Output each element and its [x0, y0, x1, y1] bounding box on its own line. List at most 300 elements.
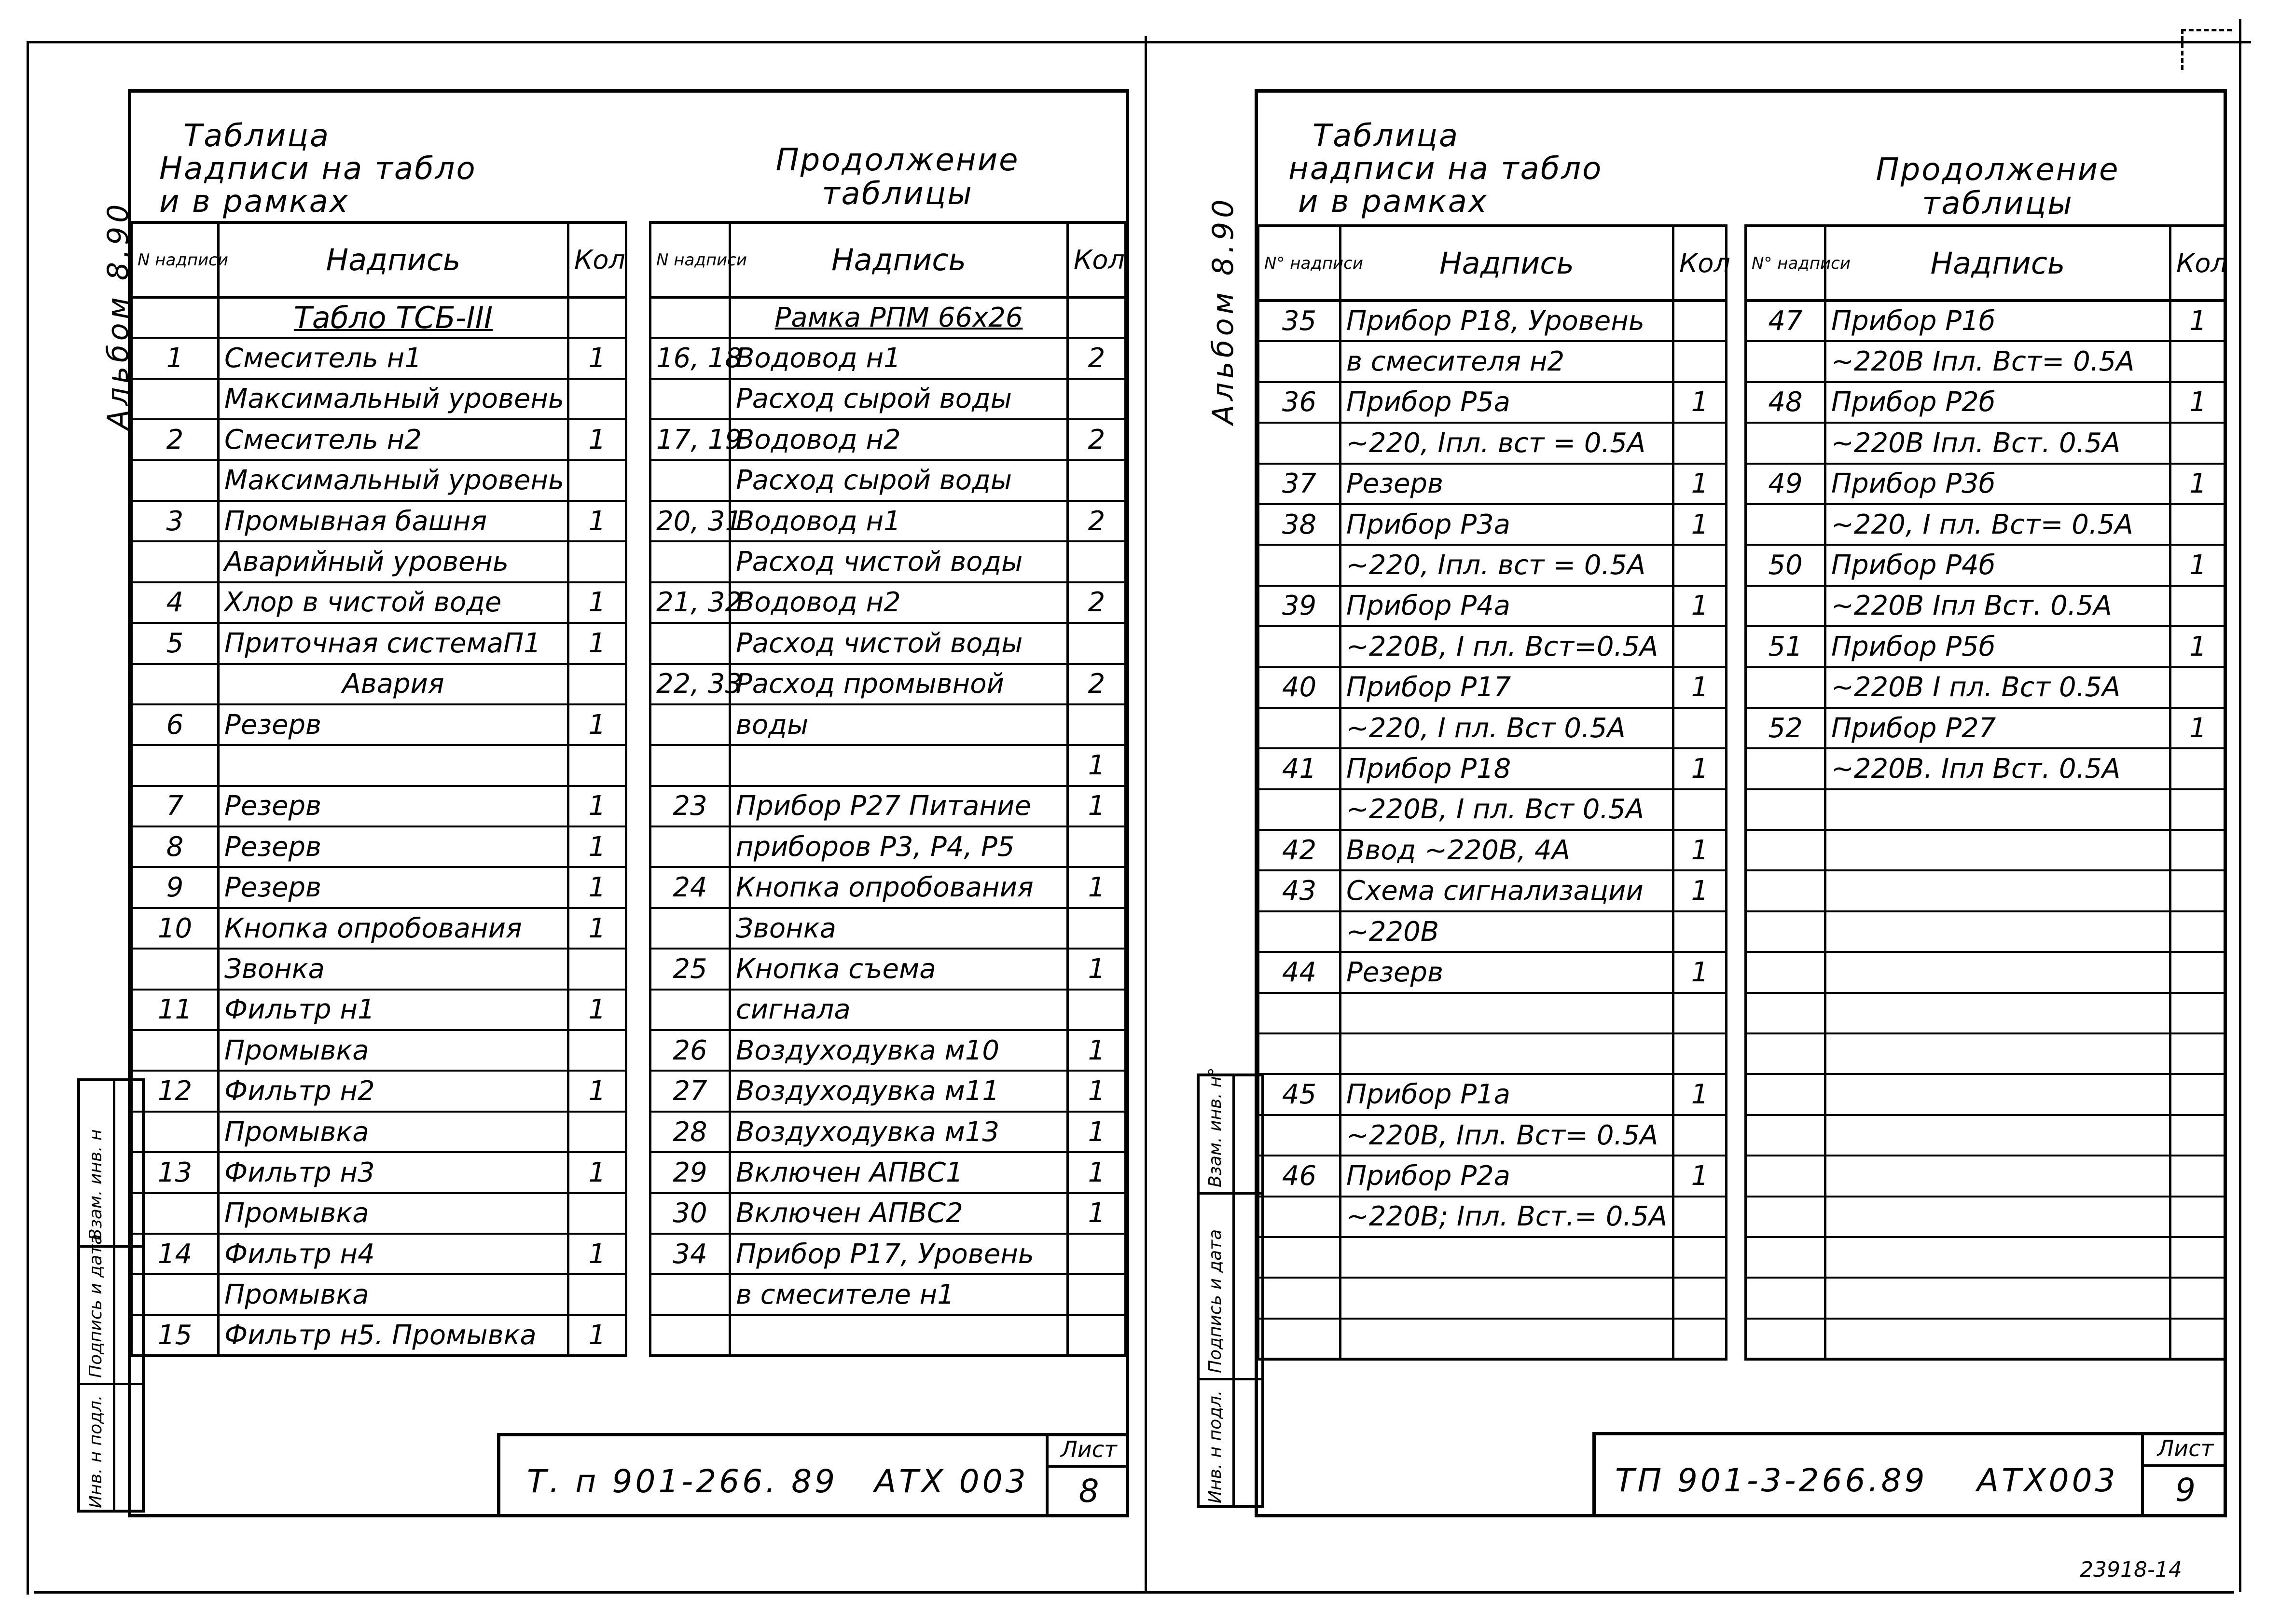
cell-qty: 1: [1068, 786, 1126, 826]
cell-text: ~220В; Iпл. Вст.= 0.5А: [1340, 1197, 1673, 1237]
left-title-block: [497, 1433, 1129, 1517]
right-stamp-code-2: АТХ003: [1977, 1462, 2118, 1499]
cell-num: [650, 704, 730, 745]
left-continuation-line-1: Продолжение: [775, 142, 1020, 178]
cell-qty: [1673, 626, 1727, 667]
cell-text: Расход промывной: [730, 664, 1068, 704]
left-stamp-sheet-box: [1046, 1436, 1132, 1514]
cell-qty: [1068, 297, 1126, 338]
cell-qty: 1: [1673, 952, 1727, 992]
cell-num: 44: [1258, 952, 1340, 992]
cell-text: ~220В: [1340, 911, 1673, 952]
cell-qty: [1068, 460, 1126, 501]
cell-qty: [1068, 541, 1126, 582]
cell-num: [1746, 993, 1825, 1033]
cell-text: Звонка: [219, 949, 568, 989]
cell-num: [1746, 1074, 1825, 1115]
cell-qty: [2170, 1115, 2226, 1156]
page-border-right: [2239, 19, 2241, 1592]
col-header-text: Надпись: [219, 222, 568, 297]
cell-qty: [1673, 1033, 1727, 1074]
cell-text: Водовод н1: [730, 501, 1068, 541]
cell-num: [1746, 911, 1825, 952]
cell-text: Включен АПВС2: [730, 1193, 1068, 1234]
left-stamp-code-2: АТХ 003: [874, 1463, 1029, 1500]
cell-text: ~220В, I пл. Вст=0.5А: [1340, 626, 1673, 667]
cell-qty: [2170, 504, 2226, 545]
left-stamp-sheet-label: Лист: [1049, 1436, 1129, 1468]
right-album-label: Альбом 8.90: [1206, 195, 1240, 425]
cell-text: в смесителя н2: [1340, 341, 1673, 382]
right-continuation-line-2: таблицы: [1922, 186, 2073, 221]
cell-qty: 1: [1068, 1193, 1126, 1234]
right-side-strip: [1197, 1067, 1264, 1508]
right-table-3: [1257, 224, 1730, 1361]
cell-text: ~220В. Iпл Вст. 0.5А: [1825, 748, 2170, 789]
cell-qty: [568, 541, 626, 582]
page-border-left: [27, 41, 29, 1595]
left-side-label-sign: Подпись и дата: [86, 1234, 106, 1378]
cell-qty: 1: [568, 582, 626, 623]
cell-num: 16, 18: [650, 338, 730, 378]
cell-text: Звонка: [730, 908, 1068, 949]
cell-num: [1258, 789, 1340, 830]
cell-text: Резерв: [219, 867, 568, 908]
cell-qty: 1: [568, 1152, 626, 1193]
cell-num: [1258, 1033, 1340, 1074]
cell-qty: [568, 297, 626, 338]
cell-qty: 1: [568, 908, 626, 949]
cell-text: Схема сигнализации: [1340, 870, 1673, 911]
cell-qty: [568, 460, 626, 501]
cell-text: [730, 1315, 1068, 1356]
right-side-label-inv: Инв. н подл.: [1205, 1390, 1225, 1503]
cell-text: Табло ТСБ-III: [219, 297, 568, 338]
cell-text: ~220В Iпл Вст. 0.5А: [1825, 586, 2170, 626]
cell-qty: 1: [1673, 667, 1727, 708]
cell-text: [1825, 830, 2170, 870]
cell-text: Воздуходувка м13: [730, 1112, 1068, 1152]
cell-text: [1825, 870, 2170, 911]
cell-num: 25: [650, 949, 730, 989]
cell-num: [132, 379, 219, 419]
cell-text: Фильтр н4: [219, 1234, 568, 1274]
cell-num: 6: [132, 704, 219, 745]
left-stamp-code: Т. п 901-266. 89: [527, 1463, 838, 1500]
corner-mark: [2181, 29, 2232, 70]
cell-num: [650, 1315, 730, 1356]
cell-num: [132, 745, 219, 785]
left-continuation-line-2: таблицы: [822, 176, 973, 212]
cell-num: [1746, 1115, 1825, 1156]
cell-text: Расход сырой воды: [730, 460, 1068, 501]
cell-text: ~220, I пл. Вст= 0.5А: [1825, 504, 2170, 545]
right-stamp-code: ТП 901-3-266.89: [1615, 1462, 1928, 1499]
cell-num: 40: [1258, 667, 1340, 708]
cell-text: Рамка РПМ 66х26: [730, 297, 1068, 338]
cell-text: Промывка: [219, 1112, 568, 1152]
cell-text: Расход сырой воды: [730, 379, 1068, 419]
cell-qty: [1673, 911, 1727, 952]
left-side-label-vzam: Взам. инв. н: [86, 1129, 106, 1240]
cell-num: 23: [650, 786, 730, 826]
cell-qty: [1673, 341, 1727, 382]
cell-text: ~220В, I пл. Вст 0.5А: [1340, 789, 1673, 830]
right-stamp-sheet-box: [2141, 1435, 2230, 1514]
right-continuation-line-1: Продолжение: [1876, 152, 2120, 188]
cell-qty: [2170, 789, 2226, 830]
cell-num: 1: [132, 338, 219, 378]
cell-text: Промывная башня: [219, 501, 568, 541]
cell-qty: [568, 1112, 626, 1152]
cell-qty: [2170, 911, 2226, 952]
cell-qty: [2170, 1319, 2226, 1359]
cell-qty: 1: [568, 867, 626, 908]
cell-num: [1746, 1197, 1825, 1237]
cell-qty: [1673, 789, 1727, 830]
cell-num: 26: [650, 1030, 730, 1071]
cell-num: [1746, 1033, 1825, 1074]
cell-text: [1340, 1319, 1673, 1359]
cell-qty: 1: [568, 419, 626, 460]
col-header-text: Надпись: [1825, 226, 2170, 301]
cell-num: 9: [132, 867, 219, 908]
cell-qty: [1673, 423, 1727, 463]
cell-text: [219, 745, 568, 785]
cell-text: Водовод н2: [730, 582, 1068, 623]
cell-qty: [1673, 1115, 1727, 1156]
cell-num: [132, 460, 219, 501]
right-side-label-sign: Подпись и дата: [1205, 1229, 1225, 1373]
right-side-strip-divider: [1232, 1076, 1235, 1505]
cell-text: [1825, 789, 2170, 830]
cell-num: [1258, 545, 1340, 585]
cell-num: 4: [132, 582, 219, 623]
left-stamp-sheet-num: 8: [1078, 1473, 1099, 1510]
cell-text: Прибор Р4б: [1825, 545, 2170, 585]
right-stamp-sheet-num: 9: [2175, 1472, 2196, 1509]
cell-text: Прибор Р2а: [1340, 1156, 1673, 1196]
cell-num: 28: [650, 1112, 730, 1152]
cell-text: Хлор в чистой воде: [219, 582, 568, 623]
cell-text: Резерв: [219, 826, 568, 867]
cell-qty: 1: [568, 623, 626, 663]
cell-num: [650, 745, 730, 785]
cell-text: Прибор Р1а: [1340, 1074, 1673, 1115]
cell-qty: 1: [2170, 382, 2226, 423]
cell-qty: 2: [1068, 501, 1126, 541]
col-header-num: N надписи: [132, 222, 219, 297]
cell-qty: [1068, 623, 1126, 663]
cell-qty: 1: [568, 1234, 626, 1274]
cell-qty: 1: [2170, 626, 2226, 667]
cell-text: воды: [730, 704, 1068, 745]
cell-text: Резерв: [1340, 464, 1673, 504]
cell-num: [650, 1274, 730, 1315]
cell-qty: [2170, 830, 2226, 870]
cell-qty: 1: [568, 990, 626, 1030]
cell-num: [650, 379, 730, 419]
cell-num: 17, 19: [650, 419, 730, 460]
cell-qty: [568, 1030, 626, 1071]
cell-qty: [1673, 708, 1727, 748]
cell-num: [1746, 952, 1825, 992]
cell-num: 3: [132, 501, 219, 541]
cell-qty: 1: [568, 786, 626, 826]
cell-text: Прибор Р17: [1340, 667, 1673, 708]
cell-num: [650, 297, 730, 338]
cell-qty: [2170, 1237, 2226, 1278]
cell-num: 50: [1746, 545, 1825, 585]
cell-num: 41: [1258, 748, 1340, 789]
cell-num: [1258, 423, 1340, 463]
cell-qty: 1: [568, 1315, 626, 1356]
cell-num: [650, 623, 730, 663]
cell-qty: [1673, 993, 1727, 1033]
left-album-label: Альбом 8.90: [101, 200, 135, 429]
cell-text: Прибор Р18: [1340, 748, 1673, 789]
cell-num: [1746, 830, 1825, 870]
cell-text: [1825, 1074, 2170, 1115]
cell-qty: [2170, 952, 2226, 992]
cell-text: Прибор Р3а: [1340, 504, 1673, 545]
cell-text: [1340, 993, 1673, 1033]
col-header-qty: Кол: [1068, 222, 1126, 297]
cell-num: 15: [132, 1315, 219, 1356]
cell-qty: [1068, 1274, 1126, 1315]
cell-qty: [568, 949, 626, 989]
cell-qty: [1068, 1315, 1126, 1356]
cell-num: [132, 541, 219, 582]
left-side-strip-divider: [113, 1081, 115, 1510]
cell-qty: [2170, 1197, 2226, 1237]
cell-num: [1258, 1319, 1340, 1359]
col-header-qty: Кол: [2170, 226, 2226, 301]
cell-qty: [1068, 704, 1126, 745]
cell-num: [1258, 1115, 1340, 1156]
cell-qty: 2: [1068, 582, 1126, 623]
cell-text: [1825, 1237, 2170, 1278]
col-header-text: Надпись: [730, 222, 1068, 297]
cell-text: [1340, 1278, 1673, 1318]
cell-qty: [1673, 1278, 1727, 1318]
cell-text: Прибор Р18, Уровень: [1340, 301, 1673, 341]
cell-qty: [2170, 341, 2226, 382]
cell-text: Фильтр н3: [219, 1152, 568, 1193]
col-header-text: Надпись: [1340, 226, 1673, 301]
cell-text: Максимальный уровень: [219, 379, 568, 419]
cell-qty: [568, 1193, 626, 1234]
cell-num: 20, 31: [650, 501, 730, 541]
cell-qty: [1673, 301, 1727, 341]
cell-text: Расход чистой воды: [730, 623, 1068, 663]
right-title-block: [1592, 1432, 2227, 1517]
cell-qty: [2170, 993, 2226, 1033]
cell-qty: [2170, 870, 2226, 911]
cell-qty: [2170, 1156, 2226, 1196]
cell-num: 2: [132, 419, 219, 460]
cell-qty: 1: [568, 1071, 626, 1111]
cell-qty: 1: [1068, 1071, 1126, 1111]
left-side-strip: [77, 1078, 145, 1513]
cell-num: 11: [132, 990, 219, 1030]
cell-text: Промывка: [219, 1193, 568, 1234]
cell-text: [1825, 1156, 2170, 1196]
cell-text: ~220В I пл. Вст 0.5А: [1825, 667, 2170, 708]
cell-qty: [1068, 1234, 1126, 1274]
page-border-bottom: [34, 1591, 2234, 1594]
cell-text: ~220В Iпл. Вст. 0.5А: [1825, 423, 2170, 463]
cell-qty: 1: [568, 338, 626, 378]
cell-qty: [1673, 1319, 1727, 1359]
cell-text: Фильтр н5. Промывка: [219, 1315, 568, 1356]
cell-num: [132, 1030, 219, 1071]
cell-num: [1746, 748, 1825, 789]
cell-text: Прибор Р3б: [1825, 464, 2170, 504]
cell-qty: [2170, 667, 2226, 708]
cell-qty: 1: [1673, 464, 1727, 504]
cell-qty: 1: [1673, 1156, 1727, 1196]
cell-num: 22, 33: [650, 664, 730, 704]
cell-num: 34: [650, 1234, 730, 1274]
cell-num: 27: [650, 1071, 730, 1111]
cell-num: [1258, 1278, 1340, 1318]
cell-num: 48: [1746, 382, 1825, 423]
cell-num: 8: [132, 826, 219, 867]
cell-num: [1258, 1237, 1340, 1278]
cell-num: 42: [1258, 830, 1340, 870]
cell-num: [650, 460, 730, 501]
cell-qty: 1: [1068, 1112, 1126, 1152]
col-header-num: N° надписи: [1746, 226, 1825, 301]
cell-text: Прибор Р2б: [1825, 382, 2170, 423]
cell-text: [1825, 952, 2170, 992]
left-title-line-2: Надписи на табло: [159, 151, 477, 187]
cell-qty: 1: [568, 826, 626, 867]
right-title-line-2: надписи на табло: [1288, 151, 1603, 187]
cell-num: 14: [132, 1234, 219, 1274]
cell-num: [650, 990, 730, 1030]
cell-num: 29: [650, 1152, 730, 1193]
cell-num: [650, 826, 730, 867]
cell-text: [1825, 1319, 2170, 1359]
cell-num: [1746, 1278, 1825, 1318]
cell-qty: [568, 664, 626, 704]
cell-text: Прибор Р5а: [1340, 382, 1673, 423]
cell-text: Максимальный уровень: [219, 460, 568, 501]
cell-num: 13: [132, 1152, 219, 1193]
cell-num: 38: [1258, 504, 1340, 545]
page-border-top: [27, 41, 2251, 43]
cell-num: [1746, 1319, 1825, 1359]
cell-text: Резерв: [219, 704, 568, 745]
cell-text: [1825, 1033, 2170, 1074]
cell-text: Расход чистой воды: [730, 541, 1068, 582]
cell-num: [1746, 423, 1825, 463]
cell-text: Смеситель н1: [219, 338, 568, 378]
cell-text: Прибор Р1б: [1825, 301, 2170, 341]
cell-qty: 1: [1673, 748, 1727, 789]
cell-qty: 1: [1068, 745, 1126, 785]
cell-text: Воздуходувка м10: [730, 1030, 1068, 1071]
cell-num: 7: [132, 786, 219, 826]
cell-num: 10: [132, 908, 219, 949]
cell-text: Промывка: [219, 1274, 568, 1315]
cell-num: [650, 541, 730, 582]
cell-text: Смеситель н2: [219, 419, 568, 460]
cell-qty: [2170, 748, 2226, 789]
cell-num: [132, 664, 219, 704]
cell-qty: [568, 745, 626, 785]
cell-text: Кнопка съема: [730, 949, 1068, 989]
cell-qty: 1: [568, 501, 626, 541]
cell-qty: 1: [1673, 504, 1727, 545]
cell-qty: 1: [1068, 1152, 1126, 1193]
left-side-label-inv: Инв. н подл.: [86, 1395, 106, 1508]
cell-num: [1746, 341, 1825, 382]
cell-text: Фильтр н1: [219, 990, 568, 1030]
cell-text: Кнопка опробования: [730, 867, 1068, 908]
page-divider: [1145, 36, 1147, 1592]
right-side-strip-row-2: [1200, 1192, 1261, 1195]
cell-text: ~220В, Iпл. Вст= 0.5А: [1340, 1115, 1673, 1156]
cell-qty: 1: [2170, 301, 2226, 341]
cell-qty: [2170, 1033, 2226, 1074]
cell-qty: 1: [2170, 545, 2226, 585]
cell-num: 30: [650, 1193, 730, 1234]
cell-qty: 1: [1068, 949, 1126, 989]
cell-text: Приточная системаП1: [219, 623, 568, 663]
cell-qty: [1068, 379, 1126, 419]
cell-qty: 1: [1673, 870, 1727, 911]
right-title-line-1: Таблица: [1313, 118, 1460, 154]
left-side-strip-row-1: [80, 1383, 142, 1385]
cell-qty: 1: [1673, 830, 1727, 870]
cell-text: Включен АПВС1: [730, 1152, 1068, 1193]
cell-text: [1340, 1237, 1673, 1278]
cell-text: в смесителе н1: [730, 1274, 1068, 1315]
cell-text: [1825, 1278, 2170, 1318]
cell-num: 46: [1258, 1156, 1340, 1196]
cell-num: 21, 32: [650, 582, 730, 623]
cell-num: 5: [132, 623, 219, 663]
cell-num: [1746, 1237, 1825, 1278]
cell-text: Фильтр н2: [219, 1071, 568, 1111]
col-header-qty: Кол: [1673, 226, 1727, 301]
cell-qty: 1: [1068, 867, 1126, 908]
cell-text: Водовод н2: [730, 419, 1068, 460]
left-table-1: [130, 221, 627, 1357]
cell-qty: 2: [1068, 338, 1126, 378]
cell-text: [1825, 1115, 2170, 1156]
cell-num: 12: [132, 1071, 219, 1111]
left-table-2: [649, 221, 1127, 1357]
cell-num: 36: [1258, 382, 1340, 423]
cell-text: ~220, Iпл. вст = 0.5А: [1340, 423, 1673, 463]
cell-num: 49: [1746, 464, 1825, 504]
cell-text: [1340, 1033, 1673, 1074]
cell-qty: [2170, 1074, 2226, 1115]
cell-num: [1258, 708, 1340, 748]
cell-num: [1746, 504, 1825, 545]
cell-qty: 1: [2170, 708, 2226, 748]
cell-text: ~220В Iпл. Вст= 0.5А: [1825, 341, 2170, 382]
cell-qty: 1: [1673, 1074, 1727, 1115]
cell-text: Воздуходувка м11: [730, 1071, 1068, 1111]
cell-text: Прибор Р27 Питание: [730, 786, 1068, 826]
cell-num: [1258, 626, 1340, 667]
cell-num: 39: [1258, 586, 1340, 626]
